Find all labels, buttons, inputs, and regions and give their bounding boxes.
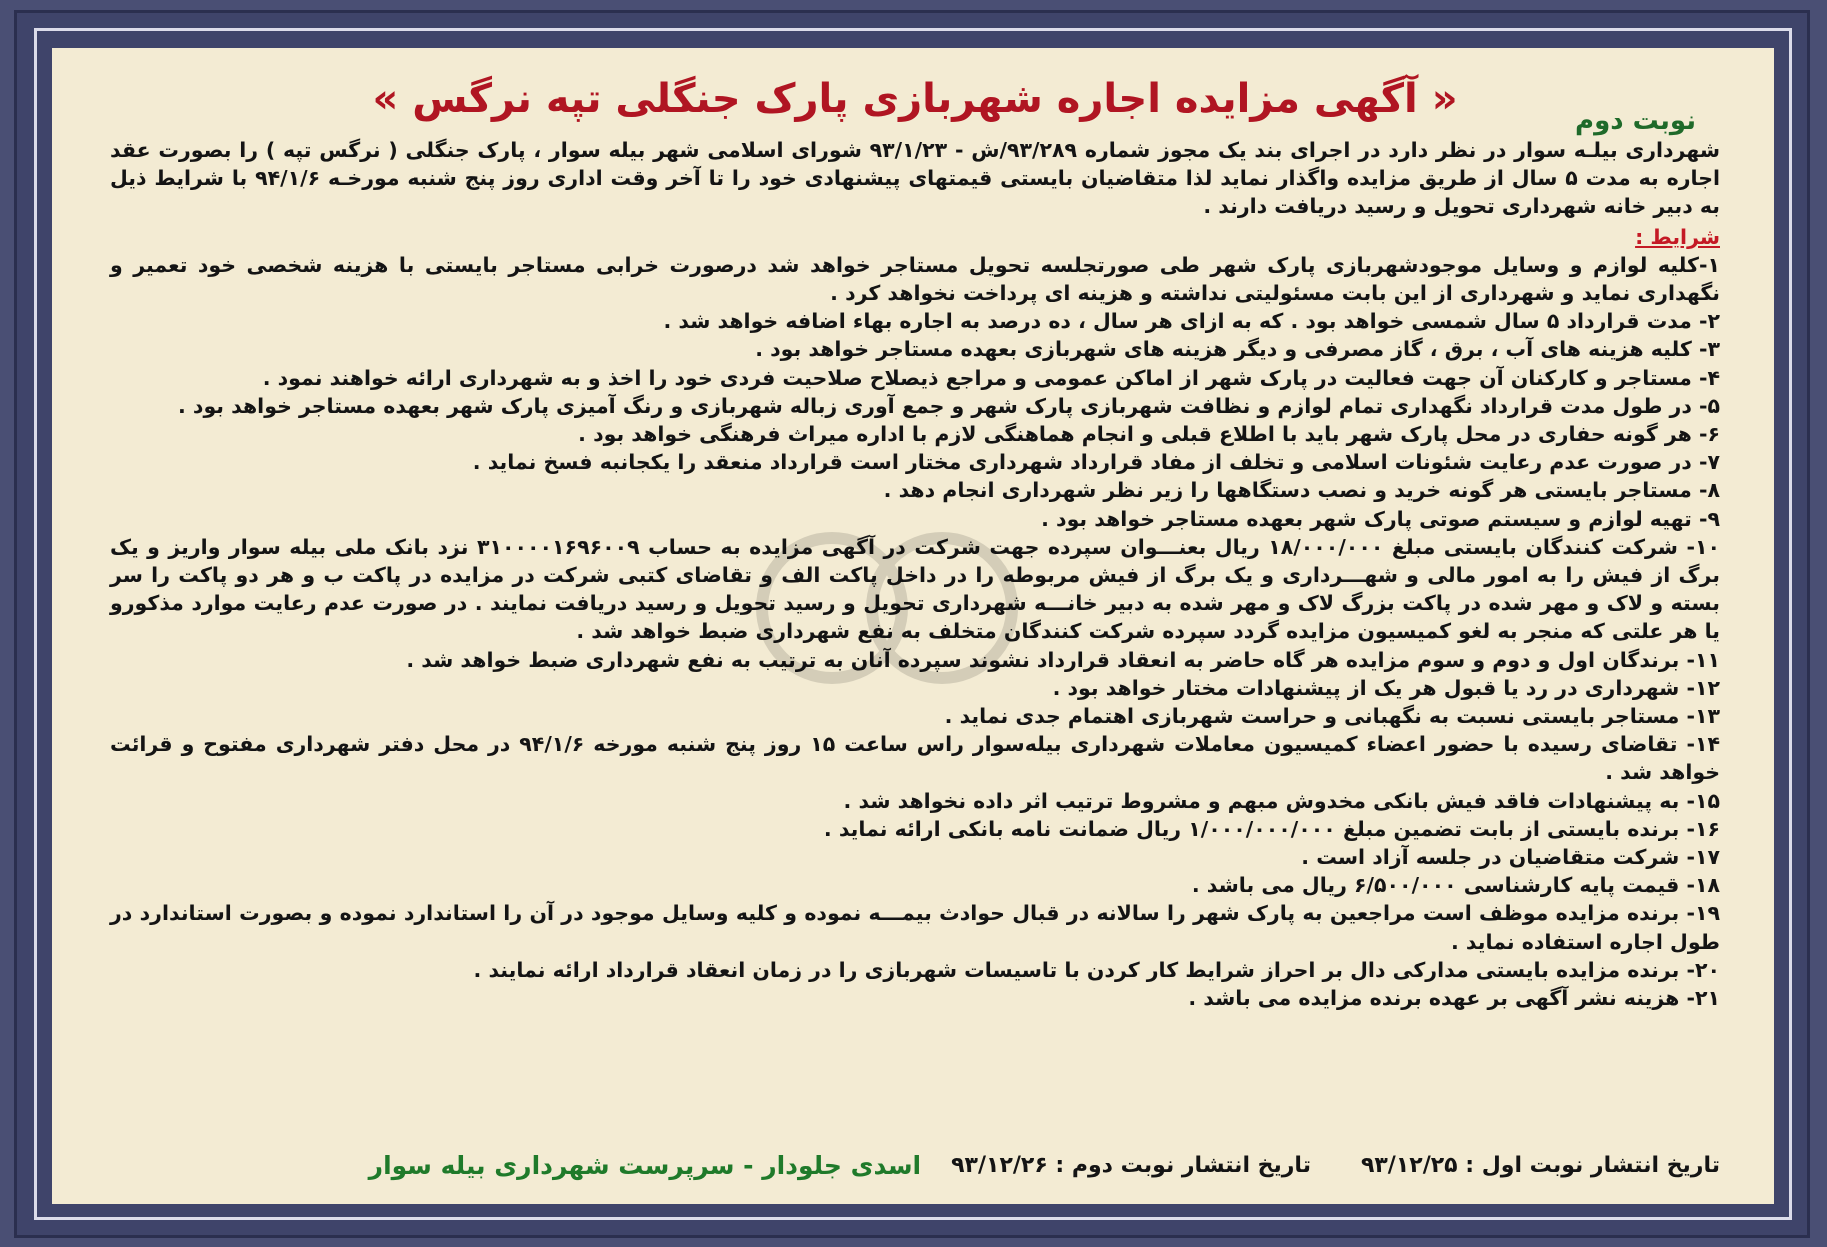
intro-paragraph: شهرداری بیلـه سوار در نظر دارد در اجرای بند یک مجوز شماره ۹۳/۲۸۹/ش - ۹۳/۱/۲۳ شورای اسلامی شهر بیله سوار ، پارک جنگلی ( نرگس تپه ) را بصورت عقد اجاره به مدت ۵ سال از طریق مزایده واگذار نماید لذا متقاضیان بایستی قیمتهای پیشنهادی خود را تا آخر وقت اداری روز پنج شنبه مورخـه ۹۴/۱/۶ با شرایط ذیل به دبیر خانه شهرداری تحویل و رسید دریافت دارند . <box>110 138 1720 219</box>
condition-item: ۱۸- قیمت پایه کارشناسی ۶/۵۰۰/۰۰۰ ریال می باشد . <box>1191 873 1720 898</box>
notice-footer <box>110 1151 1720 1180</box>
round-label: نوبت دوم <box>1575 106 1696 136</box>
conditions-label: شرایط : <box>1635 224 1720 249</box>
condition-item: ۹- تهیه لوازم و سیستم صوتی پارک شهر بعهده مستاجر خواهد بود . <box>1041 506 1720 531</box>
condition-item: ۱۵- به پیشنهادات فاقد فیش بانکی مخدوش مبهم و مشروط ترتیب اثر داده نخواهد شد . <box>843 788 1720 813</box>
first-publication-date: تاریخ انتشار نوبت اول : ۹۳/۱۲/۲۵ <box>1360 1153 1720 1178</box>
condition-item: ۶- هر گونه حفاری در محل پارک شهر باید با اطلاع قبلی و انجام هماهنگی لازم با اداره میراث فرهنگی خواهد بود . <box>578 422 1720 447</box>
condition-item: ۲۱- هزینه نشر آگهی بر عهده برنده مزایده می باشد . <box>1188 986 1720 1011</box>
notice-title: « آگهی مزایده اجاره شهربازی پارک جنگلی تپه نرگس » <box>372 76 1458 122</box>
condition-item: ۴- مستاجر و کارکنان آن جهت فعالیت در پارک شهر از اماکن عمومی و مراجع ذیصلاح صلاحیت فردی خود را اخذ و به شهرداری ارائه خواهند نمود . <box>262 365 1720 390</box>
condition-item: ۵- در طول مدت قرارداد نگهداری تمام لوازم و نظافت شهربازی پارک شهر و جمع آوری زباله شهربازی و رنگ آمیزی پارک شهر بعهده مستاجر خواهد بود . <box>178 393 1720 418</box>
condition-item: ۱۳- مستاجر بایستی نسبت به نگهبانی و حراست شهربازی اهتمام جدی نماید . <box>944 704 1720 729</box>
signer-name: اسدی جلودار - سرپرست شهرداری بیله سوار <box>368 1151 922 1180</box>
notice-paper <box>52 48 1774 1204</box>
condition-item: ۱۷- شرکت متقاضیان در جلسه آزاد است . <box>1301 845 1720 870</box>
condition-item: ۲- مدت قرارداد ۵ سال شمسی خواهد بود . که به ازای هر سال ، ده درصد به اجاره بهاء اضافه خواهد شد . <box>663 309 1720 334</box>
condition-item: ۱۲- شهرداری در رد یا قبول هر یک از پیشنهادات مختار خواهد بود . <box>1052 675 1720 700</box>
condition-item: ۱۶- برنده بایستی از بابت تضمین مبلغ ۱/۰۰۰/۰۰۰/۰۰۰ ریال ضمانت نامه بانکی ارائه نماید . <box>823 816 1720 841</box>
condition-item: ۳- کلیه هزینه های آب ، برق ، گاز مصرفی و دیگر هزینه های شهربازی بعهده مستاجر خواهد بود . <box>755 337 1720 362</box>
condition-item: ۱-کلیه لوازم و وسایل موجودشهربازی پارک شهر طی صورتجلسه تحویل مستاجر خواهد شد درصورت خرابی مستاجر بایستی با هزینه شخصی خود تعمیر و نگهداری نماید و شهرداری از این بابت مسئولیتی نداشته و هزینه ای پرداخت نخواهد کرد . <box>110 252 1720 306</box>
condition-item: ۱۱- برندگان اول و دوم و سوم مزایده هر گاه حاضر به انعقاد قرارداد نشوند سپرده آنان به ترتیب به نفع شهرداری ضبط خواهد شد . <box>406 647 1720 672</box>
second-publication-date: تاریخ انتشار نوبت دوم : ۹۳/۱۲/۲۶ <box>951 1153 1311 1178</box>
condition-item: ۸- مستاجر بایستی هر گونه خرید و نصب دستگاهها را زیر نظر شهرداری انجام دهد . <box>883 478 1720 503</box>
condition-item: ۱۰- شرکت کنندگان بایستی مبلغ ۱۸/۰۰۰/۰۰۰ ریال بعنـــوان سپرده جهت شرکت در آگهی مزایده به حساب ۳۱۰۰۰۰۱۶۹۶۰۰۹ نزد بانک ملی بیله سوار واریز و یک برگ از فیش را به امور مالی و شهـــرداری و یک برگ از فیش مربوطه را در داخل پاکت الف و تقاضای کتبی شرکت در مزایده در پاکت ب و هر دو پاکت را سر بسته و لاک و مهر شده در پاکت بزرگ لاک و مهر شده به دبیر خانـــه شهرداری تحویل و رسید تحویل و رسید دریافت نمایند . در صورت عدم رعایت موارد مذکورو یا هر علتی که منجر به لغو کمیسیون مزایده گردد سپرده شرکت کنندگان متخلف به نفع شهرداری ضبط خواهد شد . <box>110 534 1720 644</box>
condition-item: ۷- در صورت عدم رعایت شئونات اسلامی و تخلف از مفاد قرارداد شهرداری مختار است قرارداد منعقد را یکجانبه فسخ نماید . <box>472 450 1720 475</box>
condition-item: ۲۰- برنده مزایده بایستی مدارکی دال بر احراز شرایط کار کردن با تاسیسات شهربازی را در زمان انعقاد قرارداد ارائه نمایند . <box>473 957 1720 982</box>
condition-item: ۱۴- تقاضای رسیده با حضور اعضاء کمیسیون معاملات شهرداری بیله‌سوار راس ساعت ۱۵ روز پنج شنبه مورخه ۹۴/۱/۶ در محل دفتر شهرداری مفتوح و قرائت خواهد شد . <box>110 732 1720 785</box>
condition-item: ۱۹- برنده مزایده موظف است مراجعین به پارک شهر را سالانه در قبال حوادث بیمـــه نموده و کلیه وسایل موجود در آن را استاندارد نموده و بصورت استاندارد در طول اجاره استفاده نماید . <box>110 901 1720 954</box>
watermark-logo <box>742 518 1032 698</box>
